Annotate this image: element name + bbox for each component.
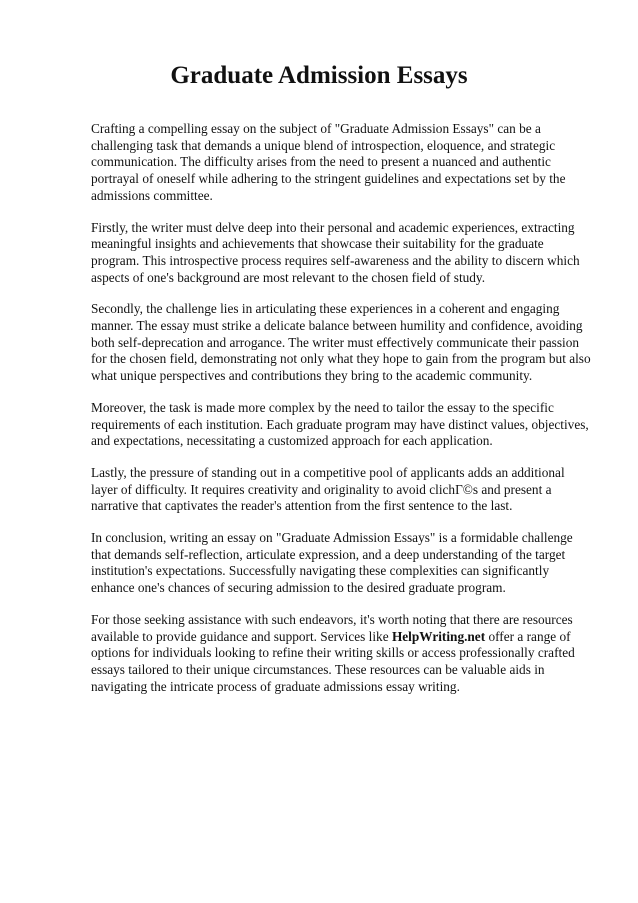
paragraph-resources (91, 612, 594, 696)
paragraph-secondly: Secondly, the challenge lies in articulating these experiences in a coherent and engaging manner. The essay must strike a delicate balance between humility and confidence, avoiding both self-deprecation and arrogance. The writer must effectively communicate their passion for the chosen field, demonstrating not only what they hope to gain from the program but also what unique perspectives and contributions they bring to the academic community. (91, 301, 591, 384)
paragraph-moreover: Moreover, the task is made more complex by the need to tailor the essay to the specific requirements of each institution. Each graduate program may have distinct values, objectives, and expectations, necessitating a customized approach for each application. (91, 399, 589, 449)
paragraph-firstly: Firstly, the writer must delve deep into their personal and academic experiences, extracting meaningful insights and achievements that showcase their suitability for the graduate program. This introspective process requires self-awareness and the ability to discern which aspects of one's background are most relevant to the chosen field of study. (91, 219, 580, 285)
paragraph-intro: Crafting a compelling essay on the subject of "Graduate Admission Essays" can be a challenging task that demands a unique blend of introspection, eloquence, and strategic communication. The difficulty arises from the need to present a nuanced and authentic portrayal of oneself while adhering to the stringent guidelines and expectations set by the admissions committee. (91, 121, 566, 203)
paragraph-resources-after: offer a range of options for individuals looking to refine their writing skills or access professionally crafted essays tailored to their unique circumstances. These resources can be valuable aids in navigating the intricate process of graduate admissions essay writing. (91, 628, 575, 694)
brand-name: HelpWriting.net (391, 628, 486, 644)
paragraph-resources-before: For those seeking assistance with such endeavors, it's worth noting that there are resources available to provide guidance and support. Services like (91, 611, 573, 644)
page-title: Graduate Admission Essays (170, 62, 468, 89)
paragraph-lastly: Lastly, the pressure of standing out in a competitive pool of applicants adds an additional layer of difficulty. It requires creativity and originality to avoid clichГ©s and present a narrative that captivates the reader's attention from the first sentence to the last. (91, 464, 565, 514)
paragraph-conclusion: In conclusion, writing an essay on "Graduate Admission Essays" is a formidable challenge that demands self-reflection, articulate expression, and a deep understanding of the target institution's expectations. Successfully navigating these complexities can significantly enhance one's chances of securing admission to the desired graduate program. (91, 530, 573, 596)
essay-body (91, 121, 594, 710)
